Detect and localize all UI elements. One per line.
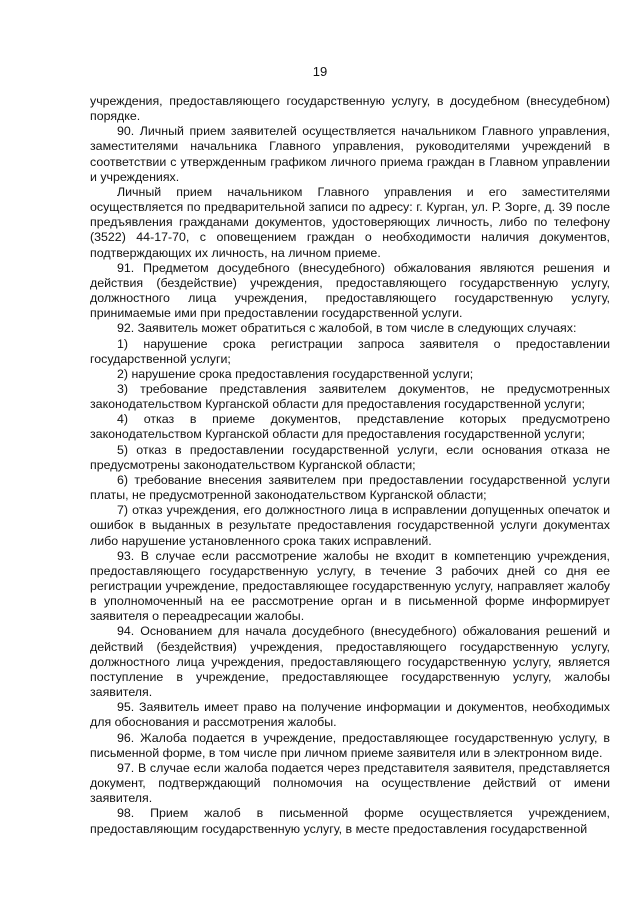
list-item-92-5: 5) отказ в предоставлении государственной услуги, если основания отказа не предусмотрены законодательством Курганской области; — [90, 442, 610, 472]
page-number: 19 — [312, 64, 328, 79]
document-body — [90, 94, 610, 837]
paragraph-continuation: учреждения, предоставляющего государственную услугу, в досудебном (внесудебном) порядке. — [90, 94, 610, 124]
list-item-92-3: 3) требование представления заявителем документов, не предусмотренных законодательством Курганской области для предоставления государственной услуги; — [90, 381, 610, 412]
list-item-92-2: 2) нарушение срока предоставления государственной услуги; — [117, 366, 474, 381]
list-item-92-1: 1) нарушение срока регистрации запроса заявителя о предоставлении государственной услуги; — [90, 336, 610, 366]
paragraph-96: 96. Жалоба подается в учреждение, предоставляющее государственную услугу, в письменной форме, в том числе при личном приеме заявителя или в электронном виде. — [90, 730, 610, 760]
paragraph-94: 94. Основанием для начала досудебного (внесудебного) обжалования решений и действий (бездействия) учреждения, предоставляющего государственную услугу, должностного лица учреждения, предоставляющего государственную услугу, является поступление в учреждение, предоставляющее государственную услугу, жалобы заявителя. — [90, 624, 610, 700]
paragraph-98: 98. Прием жалоб в письменной форме осуществляется учреждением, предоставляющим государственную услугу, в месте предоставления государственной — [90, 806, 610, 836]
paragraph-90: 90. Личный прием заявителей осуществляется начальником Главного управления, заместителями начальника Главного управления, руководителями учреждений в соответствии с утвержденным графиком личного приема граждан в Главном управлении и учреждениях. — [90, 124, 610, 184]
paragraph-95: 95. Заявитель имеет право на получение информации и документов, необходимых для обоснования и рассмотрения жалобы. — [90, 700, 610, 730]
paragraph-91: 91. Предметом досудебного (внесудебного) обжалования являются решения и действия (бездействие) учреждения, предоставляющего государственную услугу, должностного лица учреждения, предоставляющего государственную услугу, принимаемые ими при предоставлении государственной услуги. — [90, 260, 610, 321]
paragraph-92: 92. Заявитель может обратиться с жалобой, в том числе в следующих случаях: — [117, 321, 577, 336]
paragraph-97: 97. В случае если жалоба подается через представителя заявителя, представляется документ, подтверждающий полномочия на осуществление действий от имени заявителя. — [90, 760, 610, 806]
paragraph-93: 93. В случае если рассмотрение жалобы не входит в компетенцию учреждения, предоставляющего государственную услугу, в течение 3 рабочих дней со дня ее регистрации учреждение, предоставляющее государственную услугу, направляет жалобу в уполномоченный на ее рассмотрение орган и в письменной форме информирует заявителя о переадресации жалобы. — [90, 548, 610, 624]
list-item-92-7: 7) отказ учреждения, его должностного лица в исправлении допущенных опечаток и ошибок в выданных в результате предоставления государственной услуги документах либо нарушение установленного срока таких исправлений. — [90, 503, 610, 548]
list-item-92-6: 6) требование внесения заявителем при предоставлении государственной услуги платы, не предусмотренной законодательством Курганской области; — [90, 472, 610, 503]
paragraph-90-personal-reception: Личный прием начальником Главного управления и его заместителями осуществляется по предварительной записи по адресу: г. Курган, ул. Р. Зорге, д. 39 после предъявления гражданами документов, удостоверяющих личность, либо по телефону (3522) 44-17-70, с оповещением граждан о необходимости наличия документов, подтверждающих их личность, на личном приеме. — [90, 184, 610, 260]
list-item-92-4: 4) отказ в приеме документов, представление которых предусмотрено законодательством Курганской области для предоставления государственной услуги; — [90, 412, 610, 442]
